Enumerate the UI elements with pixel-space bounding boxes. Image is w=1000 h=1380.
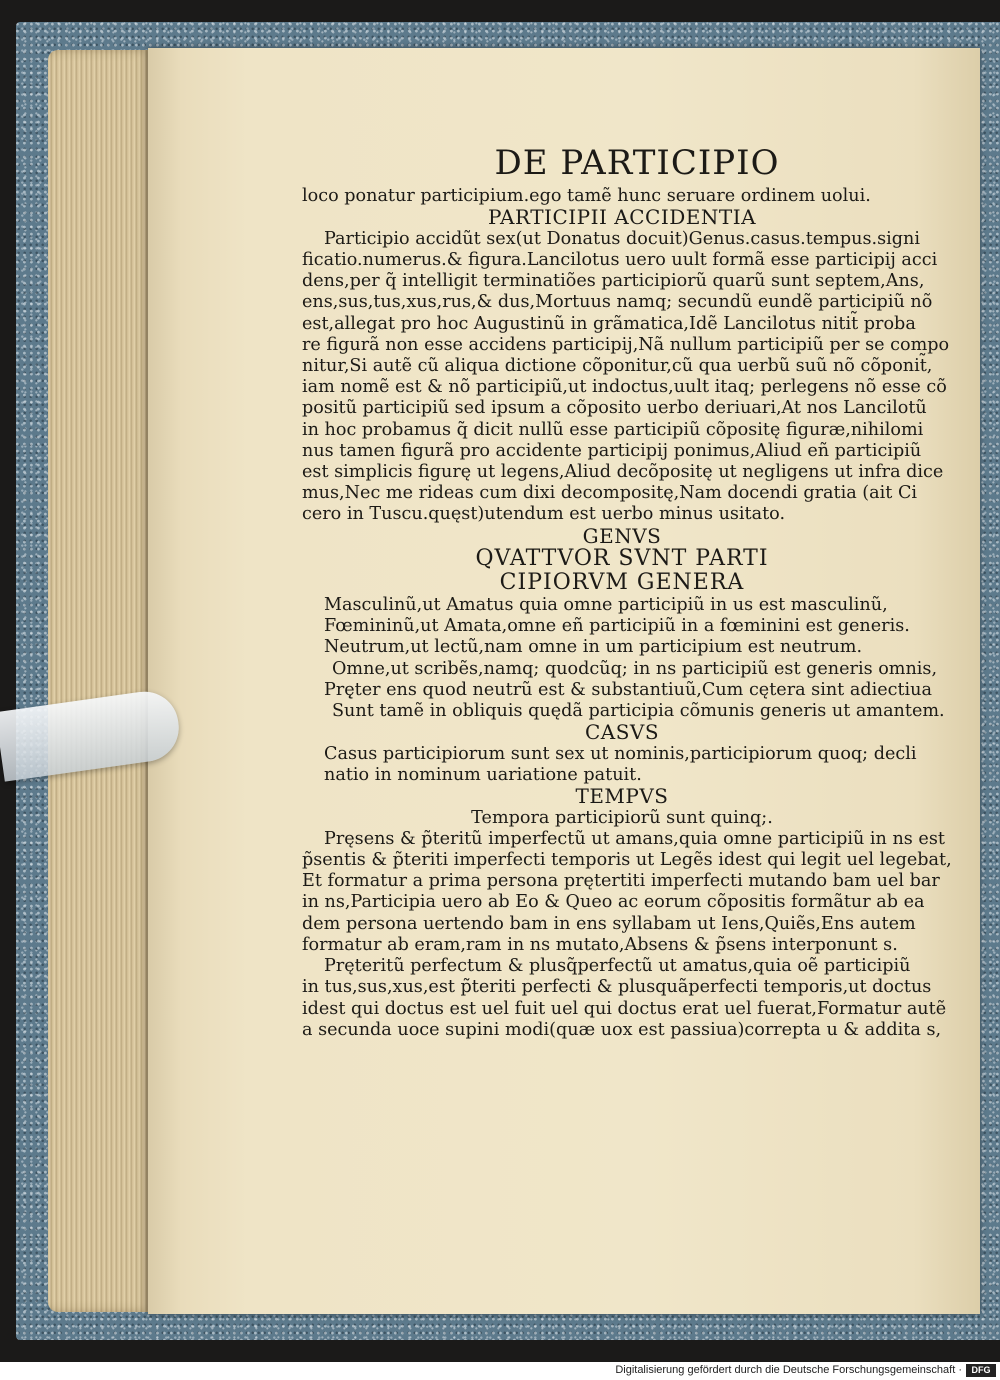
page-heading: DE PARTICIPIO xyxy=(494,143,780,183)
text-line: nus tamen figurã pro accidente participij ponimus,Aliud eñ participiũ xyxy=(302,440,922,461)
text-line: p̃sentis & p̃teriti imperfecti temporis ut Legẽs idest qui legit uel legebat, xyxy=(302,850,952,871)
text-line: QVATTVOR SVNT PARTI xyxy=(475,546,769,572)
text-line: Masculinũ,ut Amatus quia omne participiũ in us est masculinũ, xyxy=(324,595,888,616)
text-line: ens,sus,tus,xus,rus,& dus,Mortuus namq; secundũ eundẽ participiũ nõ xyxy=(302,292,933,313)
text-line: dens,per q̃ intelligit terminatiões participiorũ quarũ sunt septem,Ans, xyxy=(302,271,925,292)
text-line: GENVS xyxy=(582,523,662,548)
text-line: iam nomẽ est & nõ participiũ,ut indoctus,uult itaq; perlegens nõ esse cõ xyxy=(302,377,947,398)
text-line: Pręteritũ perfectum & plusq̃perfectũ ut amatus,quia oẽ participiũ xyxy=(324,956,911,977)
footer-bar xyxy=(0,1362,1000,1380)
text-line: mus,Nec me rideas cum dixi decompositę,Nam docendi gratia (ait Ci xyxy=(302,483,918,504)
text-line: Pręsens & p̃teritũ imperfectũ ut amans,quia omne participiũ in ns est xyxy=(324,828,945,849)
text-line: nitur,Si autẽ cũ aliqua dictione cõponitur,cũ qua uerbũ suũ nõ cõponit̃, xyxy=(302,355,933,376)
text-line: in tus,sus,xus,est p̃teriti perfecti & plusquãperfecti temporis,ut doctus xyxy=(302,977,932,998)
text-line: est simplicis figurę ut legens,Aliud decõpositę ut negligens ut infra dice xyxy=(302,461,944,482)
text-line: in hoc probamus q̃ dicit nullũ esse participiũ cõpositę figuræ,nihilomi xyxy=(302,419,924,440)
text-line: PARTICIPII ACCIDENTIA xyxy=(487,205,757,230)
text-line: dem persona uertendo bam in ens syllabam ut Iens,Quiẽs,Ens autem xyxy=(302,913,916,934)
text-lines xyxy=(302,186,952,1041)
text-line: in ns,Participia uero ab Eo & Queo ac eorum cõpositis formãtur ab ea xyxy=(302,892,925,913)
text-line: formatur ab eram,ram in ns mutato,Absens & p̃sens interponunt s. xyxy=(302,934,898,955)
text-line: loco ponatur participium.ego tamẽ hunc seruare ordinem uolui. xyxy=(302,186,871,206)
text-line: TEMPVS xyxy=(575,784,669,809)
page-text-block xyxy=(302,140,952,1041)
text-line: idest qui doctus est uel fuit uel qui doctus erat uel fuerat,Formatur autẽ xyxy=(302,998,947,1019)
text-line: natio in nominum uariatione patuit. xyxy=(324,764,642,785)
text-line: Et formatur a prima persona prętertiti imperfecti mutando bam uel bar xyxy=(302,871,940,892)
text-line: ficatio.numerus.& figura.Lancilotus uero uult formã esse participij acci xyxy=(302,249,938,270)
text-line: re figurã non esse accidens participij,Nã nullum participiũ per se compo xyxy=(302,334,950,355)
funding-credit: Digitalisierung gefördert durch die Deutsche Forschungsgemeinschaft · xyxy=(615,1364,962,1376)
text-line: a secunda uoce supini modi(quæ uox est passiua)correpta u & addita s, xyxy=(302,1019,942,1040)
text-line: Neutrum,ut lectũ,nam omne in um participium est neutrum. xyxy=(324,637,863,658)
text-line: CASVS xyxy=(584,720,660,745)
text-line: est,allegat pro hoc Augustinũ in grãmatica,Idẽ Lancilotus nitit̃ proba xyxy=(302,313,916,334)
text-line: CIPIORVM GENERA xyxy=(499,570,745,596)
text-line: Casus participiorum sunt sex ut nominis,participiorum quoq; decli xyxy=(324,743,917,764)
text-line: cero in Tuscu.quęst)utendum est uerbo minus usitato. xyxy=(302,504,786,525)
page-edges xyxy=(48,50,152,1312)
text-line: Sunt tamẽ in obliquis quędã participia cõmunis generis ut amantem. xyxy=(332,701,945,722)
text-line: Fœmininũ,ut Amata,omne eñ participiũ in a fœminini est generis. xyxy=(324,616,910,637)
text-line: Participio accidũt sex(ut Donatus docuit)Genus.casus.tempus.signi xyxy=(324,228,920,249)
text-line: Tempora participiorũ sunt quinq;. xyxy=(471,807,773,828)
text-line: Prę̨ter ens quod neutrũ est & substantiuũ,Cum cętera sint adiectiua xyxy=(324,679,932,700)
dfg-logo: DFG xyxy=(966,1364,996,1377)
text-line: Omne,ut scribẽs,namq; quodcũq; in ns participiũ est generis omnis, xyxy=(332,658,938,679)
text-line: positũ participiũ sed ipsum a cõposito uerbo deriuari,At nos Lancilotũ xyxy=(302,398,927,419)
